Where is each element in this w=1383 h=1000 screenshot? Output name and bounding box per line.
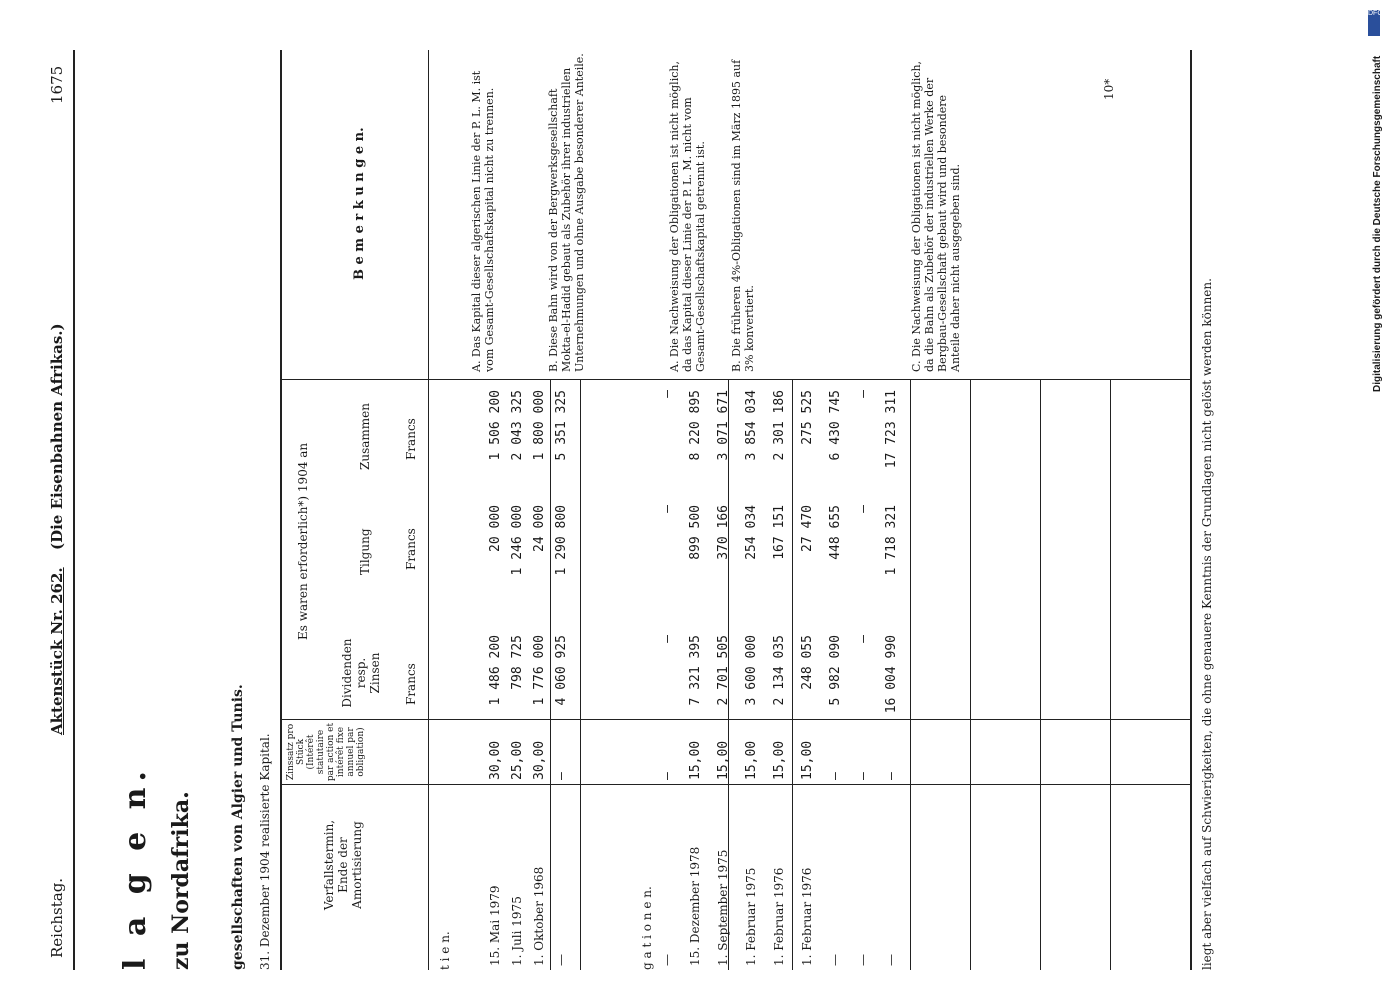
row-sum: 17 723 311 [884, 390, 899, 469]
row-date: — [554, 954, 568, 966]
row-sum: 1 800 000 [532, 390, 547, 461]
row-dividends: 16 004 990 [884, 635, 899, 714]
row-rate: — [856, 772, 871, 780]
row-rate: 15,00 [800, 740, 815, 780]
row-dividends: 1 776 000 [532, 635, 547, 706]
row-rule [550, 380, 551, 970]
row-dividends: 798 725 [510, 635, 525, 690]
row-rate: — [660, 772, 675, 780]
row-rule [580, 380, 581, 970]
row-tilgung: 1 718 321 [884, 505, 899, 576]
row-rate: 15,00 [688, 740, 703, 780]
row-tilgung: 1 246 000 [510, 505, 525, 576]
subtitle: zu Nordafrika. [168, 791, 194, 970]
row-dividends: 4 060 925 [554, 635, 569, 706]
row-dividends: 7 321 395 [688, 635, 703, 706]
row-sum: 5 351 325 [554, 390, 569, 461]
row-sum: 2 043 325 [510, 390, 525, 461]
row-rate: 30,00 [488, 740, 503, 780]
row-sum: 1 506 200 [488, 390, 503, 461]
row-date: — [884, 954, 898, 966]
row-rule [1110, 380, 1111, 970]
dfg-logo [1368, 10, 1383, 36]
row-rate: 15,00 [772, 740, 787, 780]
row-sum: 2 301 186 [772, 390, 787, 461]
row-dividends: 5 982 090 [828, 635, 843, 706]
row-sum: 8 220 895 [688, 390, 703, 461]
row-date: 1. Juli 1975 [510, 896, 524, 966]
row-date: 15. Dezember 1978 [688, 846, 702, 966]
row-tilgung: 448 655 [828, 505, 843, 560]
row-tilgung: 1 290 800 [554, 505, 569, 576]
row-rule [910, 380, 911, 970]
row-rate: 30,00 [532, 740, 547, 780]
row-date: — [856, 954, 870, 966]
unit-tilg: Francs [404, 528, 418, 570]
row-dividends: — [660, 635, 675, 643]
row-dividends: 3 600 000 [744, 635, 759, 706]
remark-a2: A. Die Nachweisung der Obligationen ist nicht möglich, da das Kapital dieser Linie der P. L. M. nicht vom Gesamt-Gesellschaftskapital getrennt ist. [668, 61, 707, 372]
page-title: l a g e n. [118, 765, 153, 970]
row-dividends: — [856, 635, 871, 643]
heading-line1: gesellschaften von Algier und Tunis. [230, 684, 246, 970]
dfg-logo-text: DFG [1368, 10, 1383, 17]
row-rate: — [884, 772, 899, 780]
page-number: 1675 [48, 65, 66, 104]
header-div: Dividenden resp. Zinsen [340, 638, 382, 708]
row-rule [1040, 380, 1041, 970]
running-head-docref: Aktenstück Nr. 262. [48, 567, 66, 735]
row-date: 1. September 1975 [716, 849, 730, 966]
row-date: 1. Februar 1976 [800, 867, 814, 966]
running-head-left: Reichstag. [48, 877, 66, 958]
rotated-content [40, 30, 1230, 970]
row-sum: 6 430 745 [828, 390, 843, 461]
row-sum: 3 854 034 [744, 390, 759, 461]
digitization-note: Digitalisierung gefördert durch die Deutsche Forschungsgemeinschaft [1372, 55, 1383, 392]
row-rate: 15,00 [716, 740, 731, 780]
row-dividends: 248 055 [800, 635, 815, 690]
row-rate: — [554, 772, 569, 780]
header-date: Verfallstermin, Ende der Amortisierung [322, 819, 364, 911]
heading-line2: 31. Dezember 1904 realisierte Kapital. [258, 733, 272, 970]
row-tilgung: — [856, 505, 871, 513]
header-remarks: B e m e r k u n g e n. [352, 127, 367, 280]
row-rule [792, 380, 793, 970]
table-header-rule [428, 50, 429, 970]
row-date: 1. Februar 1975 [744, 867, 758, 966]
row-tilgung: 370 166 [716, 505, 731, 560]
row-tilgung: 20 000 [488, 505, 503, 552]
running-head-subject: (Die Eisenbahnen Afrikas.) [48, 323, 66, 550]
row-sum: — [856, 390, 871, 398]
row-date: — [828, 954, 842, 966]
row-rule [728, 380, 729, 970]
row-dividends: 2 701 505 [716, 635, 731, 706]
row-rate: 15,00 [744, 740, 759, 780]
head-rule [73, 50, 75, 970]
footnote: liegt aber vielfach auf Schwierigkeiten, die ohne genauere Kenntnis der Grundlagen nicht gelöst werden können. [1200, 278, 1214, 970]
remark-a1: A. Das Kapital dieser algerischen Linie der P. L. M. ist vom Gesamt-Gesellschaftskapital nicht zu trennen. [470, 70, 496, 372]
section-obligationen: g a t i o n e n. [640, 886, 654, 970]
remark-b1: B. Diese Bahn wird von der Bergwerksgesellschaft Mokta-el-Hadid gebaut als Zubehör ihrer industriellen Unternehmungen und ohne Ausgabe besonderer Anteile. [547, 53, 586, 372]
row-tilgung: — [660, 505, 675, 513]
row-tilgung: 167 151 [772, 505, 787, 560]
row-sum: 275 525 [800, 390, 815, 445]
unit-sum: Francs [404, 418, 418, 460]
unit-div: Francs [404, 663, 418, 705]
row-rate: 25,00 [510, 740, 525, 780]
row-sum: 3 071 671 [716, 390, 731, 461]
row-date: — [660, 954, 674, 966]
row-tilgung: 24 000 [532, 505, 547, 552]
row-date: 1. Februar 1976 [772, 867, 786, 966]
row-dividends: 2 134 035 [772, 635, 787, 706]
header-sum: Zusammen [358, 403, 372, 470]
col-sep-3 [280, 379, 1190, 380]
table-bottom-rule [1190, 50, 1192, 970]
row-tilgung: 899 500 [688, 505, 703, 560]
row-date: 15. Mai 1979 [488, 885, 502, 966]
row-tilgung: 27 470 [800, 505, 815, 552]
remark-c: C. Die Nachweisung der Obligationen ist nicht möglich, da die Bahn als Zubehör der industriellen Werke der Bergbau-Gesellschaft gebaut wird und besondere Anteile daher nicht ausgegeben sind. [910, 60, 962, 372]
section-aktien: t i e n. [438, 931, 452, 970]
row-rule [970, 380, 971, 970]
table-top-rule [280, 50, 282, 970]
col-sep-2 [280, 719, 1190, 720]
header-rate: Zinssatz pro Stück (Intérêt statutaire par action et intérêt fixe annuel par obligation) [286, 722, 366, 782]
row-sum: — [660, 390, 675, 398]
header-tilg: Tilgung [358, 528, 372, 575]
page-mark: 10* [1102, 78, 1116, 100]
remark-b2: B. Die früheren 4%-Obligationen sind im März 1895 auf 3% konvertiert. [730, 59, 756, 372]
row-date: 1. Oktober 1968 [532, 866, 546, 966]
row-dividends: 1 486 200 [488, 635, 503, 706]
header-group: Es waren erforderlich*) 1904 an [296, 442, 310, 640]
row-tilgung: 254 034 [744, 505, 759, 560]
col-sep-1 [280, 784, 1190, 785]
row-rate: — [828, 772, 843, 780]
